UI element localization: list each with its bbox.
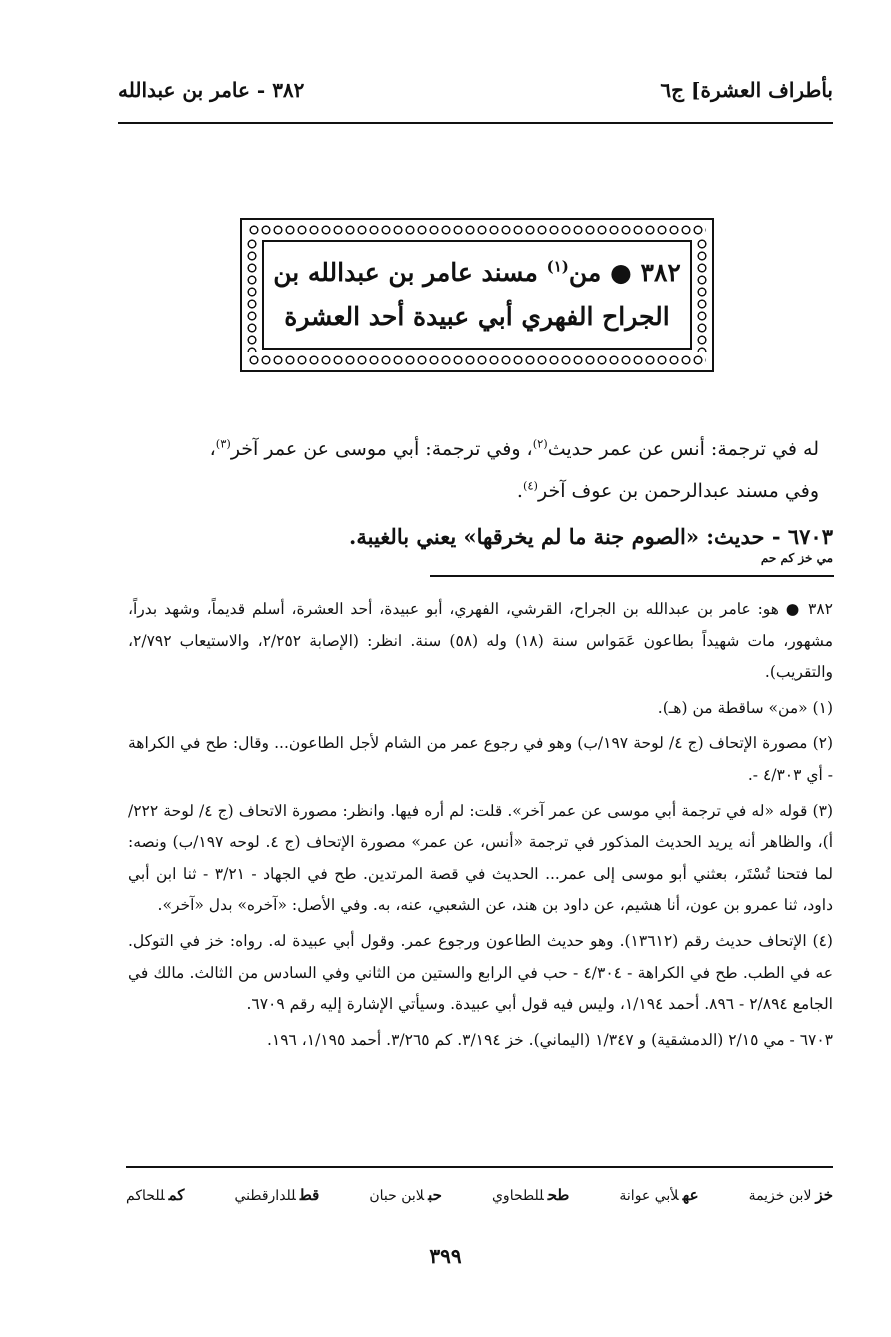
- ornament-border-bottom: [248, 354, 706, 366]
- footnotes: [128, 594, 833, 1060]
- intro-paragraph: [130, 428, 819, 512]
- abbreviation-item: [619, 1186, 698, 1204]
- page-number: ٣٩٩: [429, 1244, 462, 1268]
- section-title: [262, 240, 692, 350]
- header-section-title: ٣٨٢ - عامر بن عبدالله: [118, 78, 305, 102]
- abbreviation-code: حب: [428, 1186, 442, 1204]
- ornament-border-top: [248, 224, 706, 236]
- footnote-3: (٣) قوله «له في ترجمة أبي موسى عن عمر آخر». قلت: لم أره فيها. وانظر: مصورة الاتحاف (ج ٤/ لوحة ٢٢٢/أ)، والظاهر أنه يريد الحديث المذكور في ترجمة «أنس، عن عمر» مصورة الإتحاف (ج ٤. لوحه ١٩٧/ب) ونصه: لما فتحنا تُسْتَر، بعثني أبو موسى إلى عمر... الحديث في قصة المرتدين. طح في الجهاد - ٣/٢١ - ثنا ابن أبي داود، ثنا عمرو بن عون، أنا هشيم، عن داود بن هند، عن الشعبي، عنه، به. وفي الأصل: «آخره» بدل «آخر».: [128, 801, 834, 915]
- abbreviation-label: لأبي عوانة: [619, 1188, 679, 1204]
- abbreviation-item: [234, 1186, 319, 1204]
- abbreviation-label: للحاكم: [126, 1188, 165, 1204]
- abbreviation-item: [369, 1186, 442, 1204]
- footnote-marker: (١): [546, 257, 569, 276]
- abbreviation-code: خز: [815, 1186, 833, 1204]
- notes-divider: [430, 575, 834, 577]
- section-title-line-2: الجراح الفهري أبي عبيدة أحد العشرة: [284, 302, 670, 331]
- header-book-title: بأطراف العشرة] ج٦: [660, 78, 833, 102]
- footer-divider: [126, 1166, 833, 1168]
- abbreviation-item: [126, 1186, 184, 1204]
- abbreviation-label: لابن حبان: [369, 1188, 425, 1204]
- ornament-border-left: [246, 238, 258, 352]
- title-box: [240, 218, 714, 372]
- section-title-line-1: [273, 251, 681, 295]
- title-prefix: ٣٨٢ ● من: [568, 258, 681, 287]
- footnote-2: (٢) مصورة الإتحاف (ج ٤/ لوحة ١٩٧/ب) وهو في رجوع عمر من الشام لأجل الطاعون... وقال: طح في الكراهة - أي ٤/٣٠٣ -.: [128, 734, 834, 784]
- intro-text: ، وفي ترجمة: أبي موسى عن عمر آخر: [230, 438, 533, 460]
- abbreviation-item: [492, 1186, 569, 1204]
- footnote-4: (٤) الإتحاف حديث رقم (١٣٦١٢). وهو حديث الطاعون ورجوع عمر. وقول أبي عبيدة له. رواه: خز في التوكل. عه في الطب. طح في الكراهة - ٤/٣٠٤ - حب في الرابع والستين من الثاني وفي السادس من الثالث. مالك في الجامع ٢/٨٩٤ - ٨٩٦. أحمد ١/١٩٤، وليس فيه قول أبي عبيدة. وسيأتي الإشارة إليه رقم ٦٧٠٩.: [128, 931, 834, 1014]
- intro-text: ،: [209, 438, 216, 460]
- intro-line-1: [130, 428, 819, 470]
- intro-text: وفي مسند عبدالرحمن بن عوف آخر: [537, 480, 819, 502]
- running-header: [118, 78, 833, 124]
- footnote-marker: (٤): [522, 478, 538, 493]
- hadith-entry: ٦٧٠٣ - حديث: «الصوم جنة ما لم يخرقها» يعني بالغيبة.: [349, 524, 833, 549]
- abbreviation-key: [126, 1186, 833, 1204]
- abbreviation-item: [749, 1186, 833, 1204]
- intro-line-2: [130, 470, 819, 512]
- intro-text: .: [516, 480, 523, 502]
- intro-text: له في ترجمة: أنس عن عمر حديث: [547, 438, 819, 460]
- abbreviation-code: قط: [299, 1186, 320, 1204]
- ornament-border-right: [696, 238, 708, 352]
- footnote-marker: (٣): [215, 436, 231, 451]
- abbreviation-label: للدارقطني: [234, 1188, 296, 1204]
- title-rest: مسند عامر بن عبدالله بن: [273, 258, 547, 287]
- abbreviation-code: عه: [682, 1186, 699, 1204]
- abbreviation-label: لابن خزيمة: [748, 1188, 812, 1204]
- footnote-marker: (٢): [532, 436, 548, 451]
- abbreviation-code: طح: [547, 1186, 570, 1204]
- footnote-hadith-6703: ٦٧٠٣ - مي ٢/١٥ (الدمشقية) و ١/٣٤٧ (اليماني). خز ٣/١٩٤. كم ٣/٢٦٥. أحمد ١/١٩٥، ١٩٦.: [266, 1030, 833, 1049]
- hadith-sources: مي خز كم حم: [760, 551, 833, 565]
- abbreviation-code: كم: [168, 1186, 185, 1204]
- footnote-biography: ٣٨٢ ● هو: عامر بن عبدالله بن الجراح، القرشي، الفهري، أبو عبيدة، أحد العشرة، أسلم قديماً، وشهد بدراً، مشهور، مات شهيداً بطاعون عَمَواس سنة (١٨) وله (٥٨) سنة. انظر: (الإصابة ٢/٢٥٢، والاستيعاب ٢/٧٩٢، والتقريب).: [128, 600, 834, 682]
- abbreviation-label: للطحاوي: [491, 1188, 544, 1204]
- footnote-1: (١) «من» ساقطة من (هـ).: [657, 698, 833, 717]
